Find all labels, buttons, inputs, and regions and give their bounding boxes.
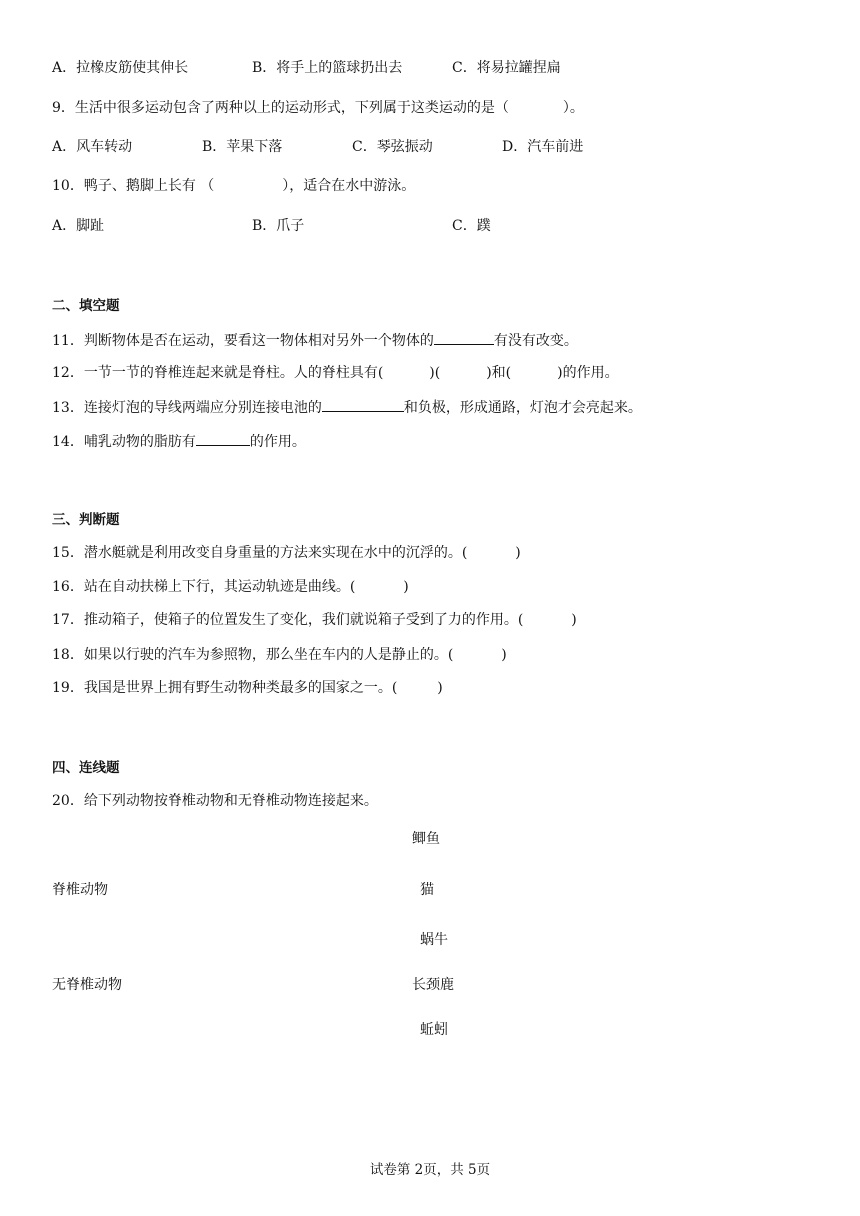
q19-text: 19．我国是世界上拥有野生动物种类最多的国家之一。( (52, 680, 398, 696)
page-footer: 试卷第 2页，共 5页 (369, 1162, 491, 1178)
section-heading-matching: 四、连线题 (52, 760, 120, 776)
q11-text: 11．判断物体是否在运动，要看这一物体相对另外一个物体的 (52, 333, 434, 349)
q10-option-b: B．爪子 (252, 218, 305, 234)
section-heading-fill-in: 二、填空题 (52, 298, 120, 314)
q9-stem-end: ）。 (562, 100, 584, 116)
q13-text: 13．连接灯泡的导线两端应分别连接电池的 (52, 400, 322, 416)
q16-text: 16．站在自动扶梯上下行，其运动轨迹是曲线。( (52, 579, 356, 595)
question-19 (52, 678, 443, 698)
q15-text: 15．潜水艇就是利用改变自身重量的方法来实现在水中的沉浮的。( (52, 545, 468, 561)
q9-option-d: D．汽车前进 (502, 139, 584, 155)
q12-sep-2: )和( (486, 365, 512, 381)
question-18 (52, 645, 507, 665)
question-15 (52, 543, 521, 563)
question-10 (52, 176, 415, 196)
q12-sep-1: )( (429, 365, 441, 381)
q19-close: ) (437, 680, 443, 696)
q13-text-end: 和负极，形成通路，灯泡才会亮起来。 (403, 400, 642, 416)
q11-text-end: 有没有改变。 (493, 333, 578, 349)
q10-option-a: A．脚趾 (52, 218, 105, 234)
match-left-vertebrates[interactable]: 脊椎动物 (52, 882, 108, 898)
question-17 (52, 610, 577, 630)
q18-text: 18．如果以行驶的汽车为参照物，那么坐在车内的人是静止的。( (52, 647, 454, 663)
q10-stem-end: ），适合在水中游泳。 (282, 178, 416, 194)
question-9 (52, 98, 584, 118)
q9-option-a: A．风车转动 (52, 139, 133, 155)
q12-text-end: )的作用。 (557, 365, 619, 381)
q10-stem: 10．鸭子、鹅脚上长有 （ (52, 178, 215, 194)
match-right-crucian-carp[interactable]: 鲫鱼 (412, 831, 440, 847)
match-right-earthworm[interactable]: 蚯蚓 (420, 1022, 448, 1038)
q14-text: 14．哺乳动物的脂肪有 (52, 434, 196, 450)
q9-option-c: C．琴弦振动 (352, 139, 433, 155)
question-14 (52, 430, 306, 452)
q12-text: 12．一节一节的脊椎连起来就是脊柱。人的脊柱具有( (52, 365, 384, 381)
q8-option-a: A．拉橡皮筋使其伸长 (52, 60, 189, 76)
q14-text-end: 的作用。 (249, 434, 306, 450)
q16-close: ) (403, 579, 409, 595)
q8-option-b: B．将手上的篮球扔出去 (252, 60, 403, 76)
answer-blank[interactable] (434, 329, 494, 345)
question-13 (52, 396, 642, 418)
q8-option-c: C．将易拉罐捏扁 (452, 60, 561, 76)
q17-close: ) (571, 612, 577, 628)
match-left-invertebrates[interactable]: 无脊椎动物 (52, 977, 122, 993)
question-20: 20．给下列动物按脊椎动物和无脊椎动物连接起来。 (52, 793, 378, 809)
answer-blank[interactable] (322, 396, 404, 412)
match-right-giraffe[interactable]: 长颈鹿 (412, 977, 454, 993)
q17-text: 17．推动箱子，使箱子的位置发生了变化，我们就说箱子受到了力的作用。( (52, 612, 524, 628)
match-right-snail[interactable]: 蜗牛 (420, 932, 448, 948)
q10-option-c: C．蹼 (452, 218, 491, 234)
q15-close: ) (515, 545, 521, 561)
question-12 (52, 363, 619, 383)
q9-stem: 9．生活中很多运动包含了两种以上的运动形式，下列属于这类运动的是（ (52, 100, 509, 116)
match-right-cat[interactable]: 猫 (420, 882, 434, 898)
question-11 (52, 329, 578, 351)
answer-blank[interactable] (196, 430, 250, 446)
q18-close: ) (501, 647, 507, 663)
question-16 (52, 577, 409, 597)
q9-option-b: B．苹果下落 (202, 139, 283, 155)
section-heading-true-false: 三、判断题 (52, 512, 120, 528)
